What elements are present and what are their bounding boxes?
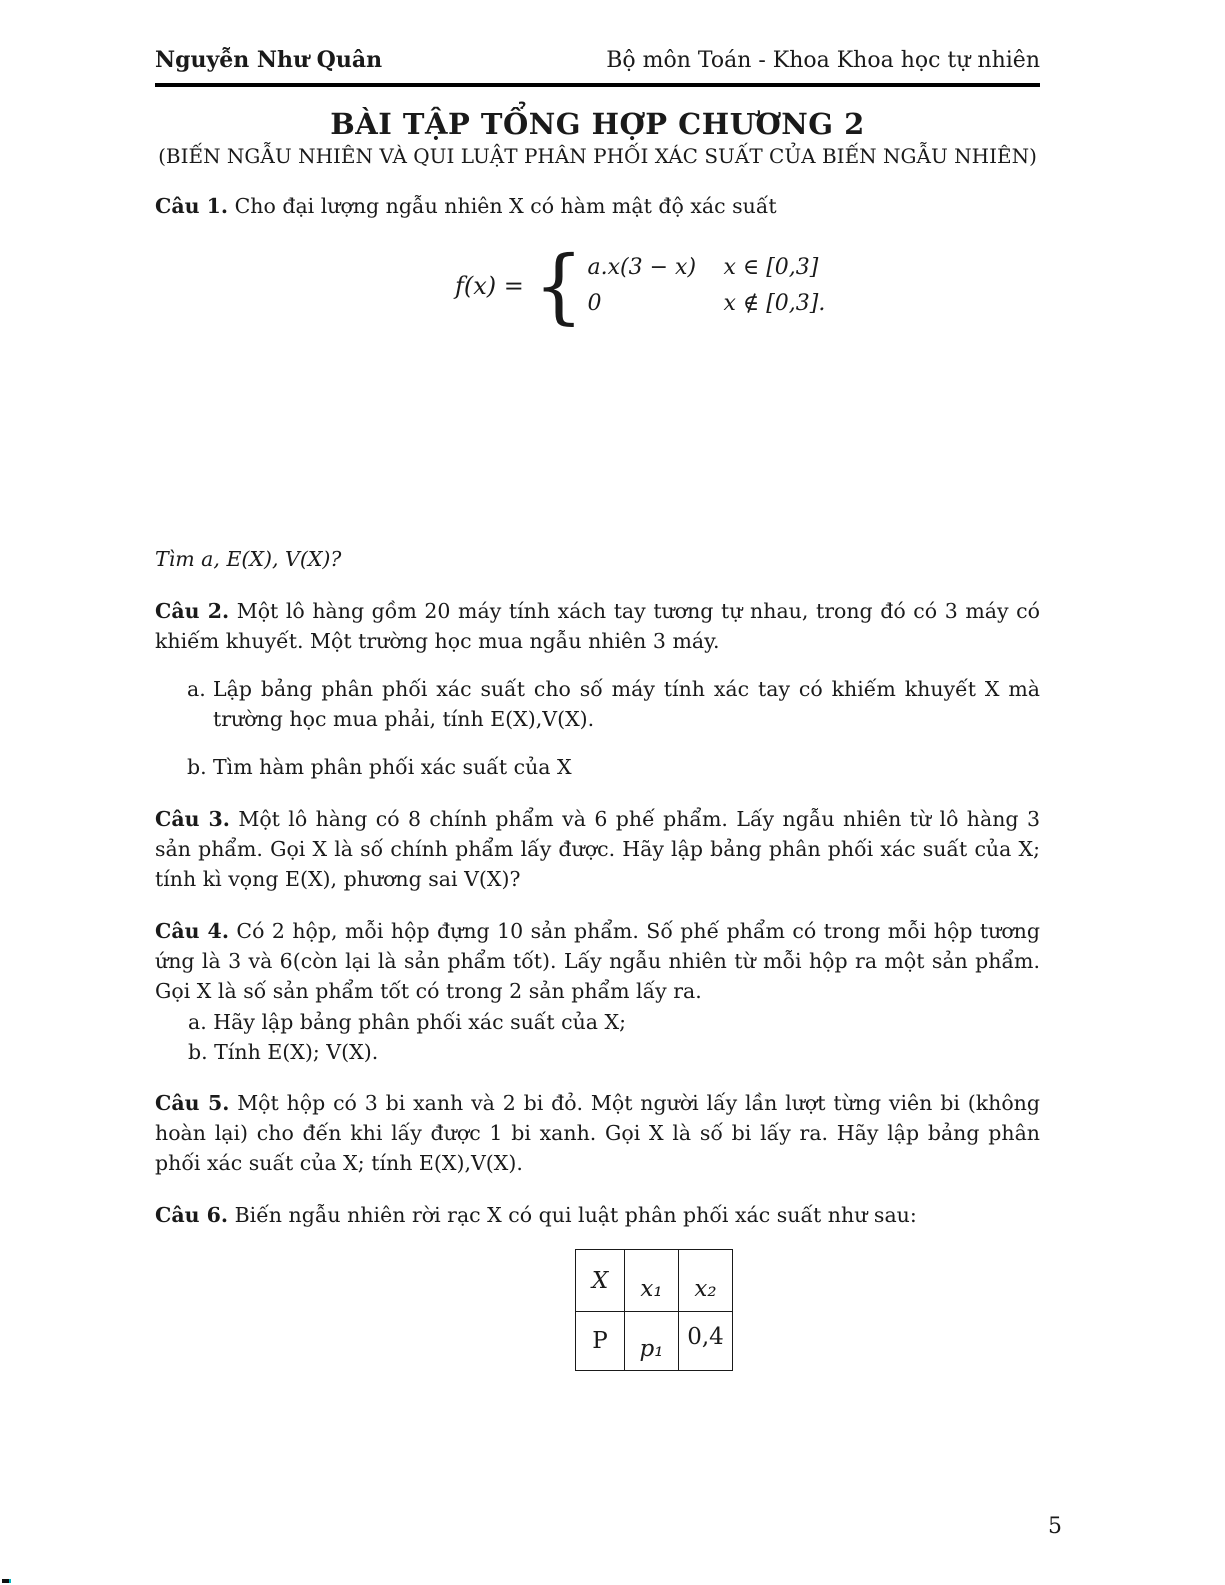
question-2-label: Câu 2. [155, 599, 230, 623]
page-header [155, 46, 1040, 75]
question-6-text: Biến ngẫu nhiên rời rạc X có qui luật phân phối xác suất như sau: [234, 1203, 917, 1227]
q1-density-formula: f(x) = { a.x(3 − x) x ∈ [0,3] 0 x ∉ [0,3]. [455, 238, 826, 334]
header-rule [155, 83, 1040, 87]
question-4-label: Câu 4. [155, 919, 229, 943]
table-cell-0-4: 0,4 [679, 1312, 733, 1371]
blank-figure-space [155, 329, 1040, 544]
item-a-text: Lập bảng phân phối xác suất cho số máy tính xác tay có khiếm khuyết X mà trường học mua phải, tính E(X),V(X). [213, 677, 1040, 731]
question-3-text: Một lô hàng có 8 chính phẩm và 6 phế phẩm. Lấy ngẫu nhiên từ lô hàng 3 sản phẩm. Gọi X là số chính phẩm lấy được. Hãy lập bảng phân phối xác suất của X; tính kì vọng E(X), phương sai V(X)? [155, 807, 1040, 891]
question-4 [155, 916, 1040, 1006]
item-b-label: b. [188, 1040, 208, 1064]
q6-distribution-table [575, 1249, 733, 1371]
header-department: Bộ môn Toán - Khoa Khoa học tự nhiên [606, 48, 1040, 73]
item-a-text: Hãy lập bảng phân phối xác suất của X; [213, 1010, 627, 1034]
question-3 [155, 804, 1040, 894]
item-b-label: b. [187, 755, 207, 779]
document-subtitle: (BIẾN NGẪU NHIÊN VÀ QUI LUẬT PHÂN PHỐI XÁC SUẤT CỦA BIẾN NGẪU NHIÊN) [158, 144, 1037, 168]
header-author: Nguyễn Như Quân [155, 47, 383, 73]
case-1-condition: x ∈ [0,3] [723, 255, 819, 280]
table-cell-P: P [576, 1312, 625, 1371]
question-1 [155, 191, 1040, 221]
table-row-x [576, 1250, 733, 1312]
formula-case-2 [588, 286, 826, 322]
item-b-text: Tính E(X); V(X). [214, 1040, 379, 1064]
question-5 [155, 1088, 1040, 1178]
table-cell-x1: x₁ [625, 1250, 679, 1312]
page-number: 5 [1048, 1514, 1062, 1539]
question-4-text: Có 2 hộp, mỗi hộp đựng 10 sản phẩm. Số phế phẩm có trong mỗi hộp tương ứng là 3 và 6(còn lại là sản phẩm tốt). Lấy ngẫu nhiên từ mỗi hộp ra một sản phẩm. Gọi X là số sản phẩm tốt có trong 2 sản phẩm lấy ra. [155, 919, 1040, 1003]
table-row-p [576, 1312, 733, 1371]
question-3-label: Câu 3. [155, 807, 230, 831]
item-a-label: a. [188, 1010, 207, 1034]
item-b-text: Tìm hàm phân phối xác suất của X [213, 755, 572, 779]
question-2-text: Một lô hàng gồm 20 máy tính xách tay tương tự nhau, trong đó có 3 máy có khiếm khuyết. Một trường học mua ngẫu nhiên 3 máy. [155, 599, 1040, 653]
item-a-label: a. [187, 677, 206, 701]
question-6-label: Câu 6. [155, 1203, 229, 1227]
scan-artifact [2, 1579, 9, 1583]
question-4-item-b [188, 1038, 1040, 1066]
table-cell-p1: p₁ [625, 1312, 679, 1371]
question-6 [155, 1200, 1040, 1230]
question-1-text: Cho đại lượng ngẫu nhiên X có hàm mật độ xác suất [234, 194, 777, 218]
question-2-item-b [187, 752, 1040, 782]
formula-case-1 [588, 250, 826, 286]
question-2-item-a [187, 674, 1040, 734]
question-2 [155, 596, 1040, 656]
formula-cases [588, 250, 826, 322]
question-5-label: Câu 5. [155, 1091, 230, 1115]
case-1-expression: a.x(3 − x) [587, 255, 697, 280]
formula-lhs: f(x) = [455, 272, 524, 300]
table-cell-X: X [576, 1250, 625, 1312]
case-2-expression: 0 [587, 291, 602, 316]
case-2-condition: x ∉ [0,3]. [723, 291, 826, 316]
q1-followup: Tìm a, E(X), V(X)? [155, 547, 342, 571]
question-1-label: Câu 1. [155, 194, 229, 218]
question-5-text: Một hộp có 3 bi xanh và 2 bi đỏ. Một người lấy lần lượt từng viên bi (không hoàn lại) cho đến khi lấy được 1 bi xanh. Gọi X là số bi lấy ra. Hãy lập bảng phân phối xác suất của X; tính E(X),V(X). [155, 1091, 1040, 1175]
question-4-item-a [188, 1008, 1040, 1036]
table-cell-x2: x₂ [679, 1250, 733, 1312]
document-title: BÀI TẬP TỔNG HỢP CHƯƠNG 2 [330, 107, 865, 141]
